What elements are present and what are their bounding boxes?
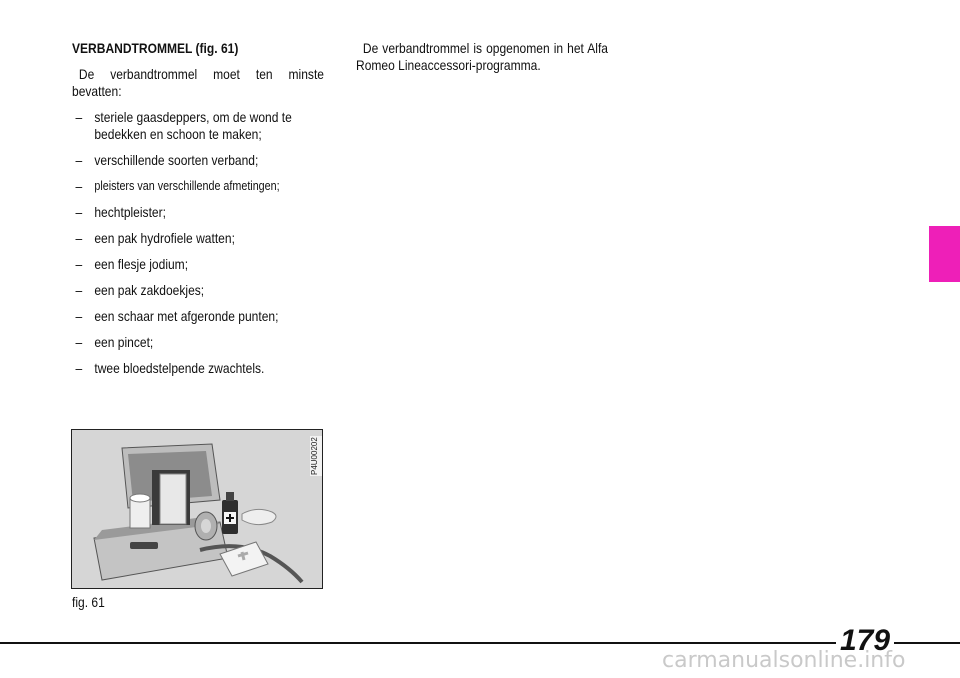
page-number: 179 <box>836 624 894 658</box>
left-column <box>72 40 324 386</box>
first-aid-kit-photo <box>71 429 323 589</box>
figure-caption: fig. 61 <box>72 594 105 610</box>
list-item: – hechtpleister; <box>75 204 166 220</box>
section-title: VERBANDTROMMEL <box>72 40 193 56</box>
list-item: – een pak hydrofiele watten; <box>75 230 235 246</box>
figure-ref-close: ) <box>234 40 239 56</box>
figure-ref-open: ( <box>195 40 200 56</box>
first-aid-kit-illustration <box>72 430 322 588</box>
contents-list <box>72 109 324 377</box>
intro-paragraph: De verbandtrommel moet ten minste bevatten: <box>72 66 324 99</box>
list-item: – twee bloedstelpende zwachtels. <box>75 360 265 376</box>
watermark: carmanualsonline.info <box>662 648 906 673</box>
figure-reference: fig. 61 <box>199 40 235 56</box>
section-color-tab <box>929 226 960 282</box>
list-item: – een pincet; <box>75 334 154 350</box>
figure-code: P4U00202 <box>310 436 322 476</box>
list-item: – een pak zakdoekjes; <box>75 282 205 298</box>
footer-rule <box>0 642 960 644</box>
handle-icon <box>130 542 158 549</box>
section-heading <box>72 40 324 57</box>
list-item: – verschillende soorten verband; <box>75 152 259 168</box>
list-item: – pleisters van verschillende afmetingen; <box>75 178 280 194</box>
accessory-note: De verbandtrommel is opgenomen in het Alfa Romeo Lineaccessori-programma. <box>356 40 608 73</box>
right-column <box>356 40 608 83</box>
list-item: – een schaar met afgeronde punten; <box>75 308 279 324</box>
list-item: – een flesje jodium; <box>75 256 189 272</box>
list-item: – steriele gaasdeppers, om de wond te bedekken en schoon te maken; <box>75 109 292 142</box>
